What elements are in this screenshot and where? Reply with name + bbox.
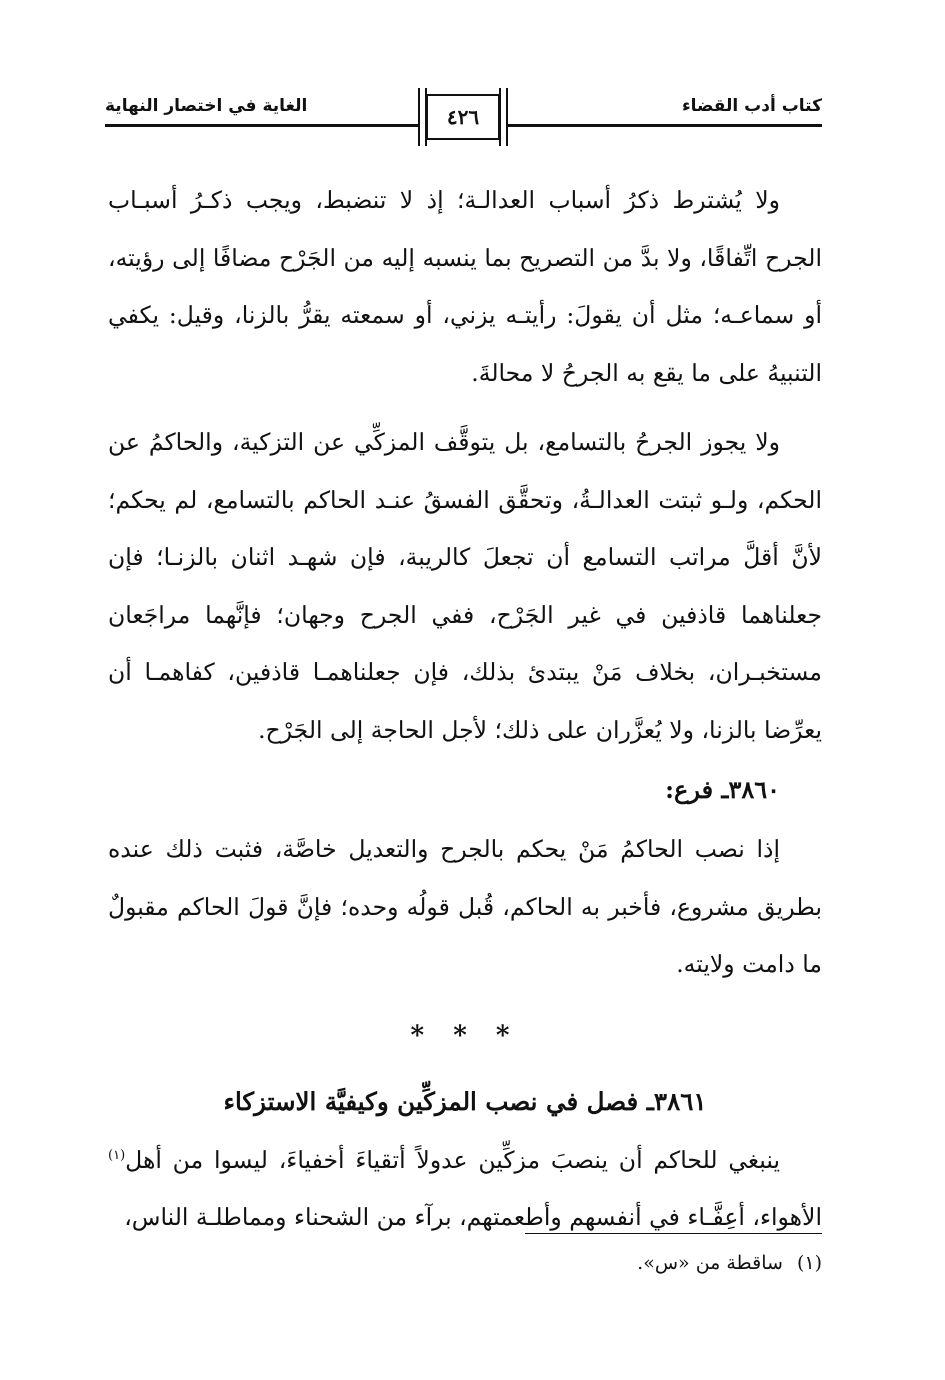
footnote-text: ساقطة من «س».	[637, 1252, 783, 1274]
footnote-rule	[525, 1233, 822, 1234]
footnote	[637, 1252, 822, 1274]
paragraph-4-end: الأهواء، أعِفَّـاء في أنفسهم وأطعمتهم، برآء من الشحناء ومماطلـة الناس،	[124, 1203, 822, 1231]
paragraph-3: إذا نصب الحاكمُ مَنْ يحكم بالجرح والتعديل خاصَّة، فثبت ذلك عنده بطريق مشروع، فأخبر به الحاكم، قُبل قولُه وحده؛ فإنَّ قولَ الحاكم مقبولٌ ما دامت ولايته.	[108, 835, 822, 978]
page-number-frame	[426, 94, 500, 140]
main-text	[108, 172, 822, 1247]
paragraph-2: ولا يجوز الجرحُ بالتسامع، بل يتوقَّف المزكِّي عن التزكية، والحاكمُ عن الحكم، ولـو ثبتت العدالـةُ، وتحقَّق الفسقُ عنـد الحاكم بالتسامع، لم يحكم؛ لأنَّ أقلَّ مراتب التسامع أن تجعلَ كالريبة، فإن شهـد اثنان بالزنـا؛ فإن جعلناهما قاذفين في غير الجَرْح، ففي الجرح وجهان؛ فإنَّهما مراجَعان مستخبـران، بخلاف مَنْ يبتدئ بذلك، فإن جعلناهمـا قاذفين، كفاهمـا أن يعرِّضا بالزنا، ولا يُعزَّران على ذلك؛ لأجل الحاجة إلى الجَرْح.	[108, 428, 822, 744]
section-title: ٣٨٦١ـ فصل في نصب المزكِّين وكيفيَّة الاستزكاء	[223, 1086, 707, 1116]
section-separator-stars: * * *	[410, 1020, 520, 1051]
footnote-number: (١)	[796, 1252, 822, 1274]
branch-heading: ٣٨٦٠ـ فرع:	[665, 775, 780, 804]
paragraph-1: ولا يُشترط ذكرُ أسباب العدالـة؛ إذ لا تنضبط، ويجب ذكـرُ أسبـاب الجرح اتِّفاقًا، ولا بدَّ من التصريح بما ينسبه إليه من الجَرْح مضافًا إلى رؤيته، أو سماعـه؛ مثل أن يقولَ: رأيتـه يزني، أو سمعته يقرُّ بالزنا، وقيل: يكفي التنبيهُ على ما يقع به الجرحُ لا محالةَ.	[108, 186, 822, 387]
footnote-marker[interactable]: (١)	[108, 1147, 126, 1163]
page-number: ٤٢٦	[446, 105, 480, 129]
book-chapter-title: كتاب أدب القضاء	[681, 96, 822, 116]
paragraph-4-start: ينبغي للحاكم أن ينصبَ مزكِّين عدولاً أتقياءَ أخفياءَ، ليسوا من أهل	[125, 1145, 780, 1174]
running-header	[105, 88, 822, 148]
book-title: الغاية في اختصار النهاية	[105, 96, 308, 116]
paragraph-4	[108, 1132, 822, 1247]
